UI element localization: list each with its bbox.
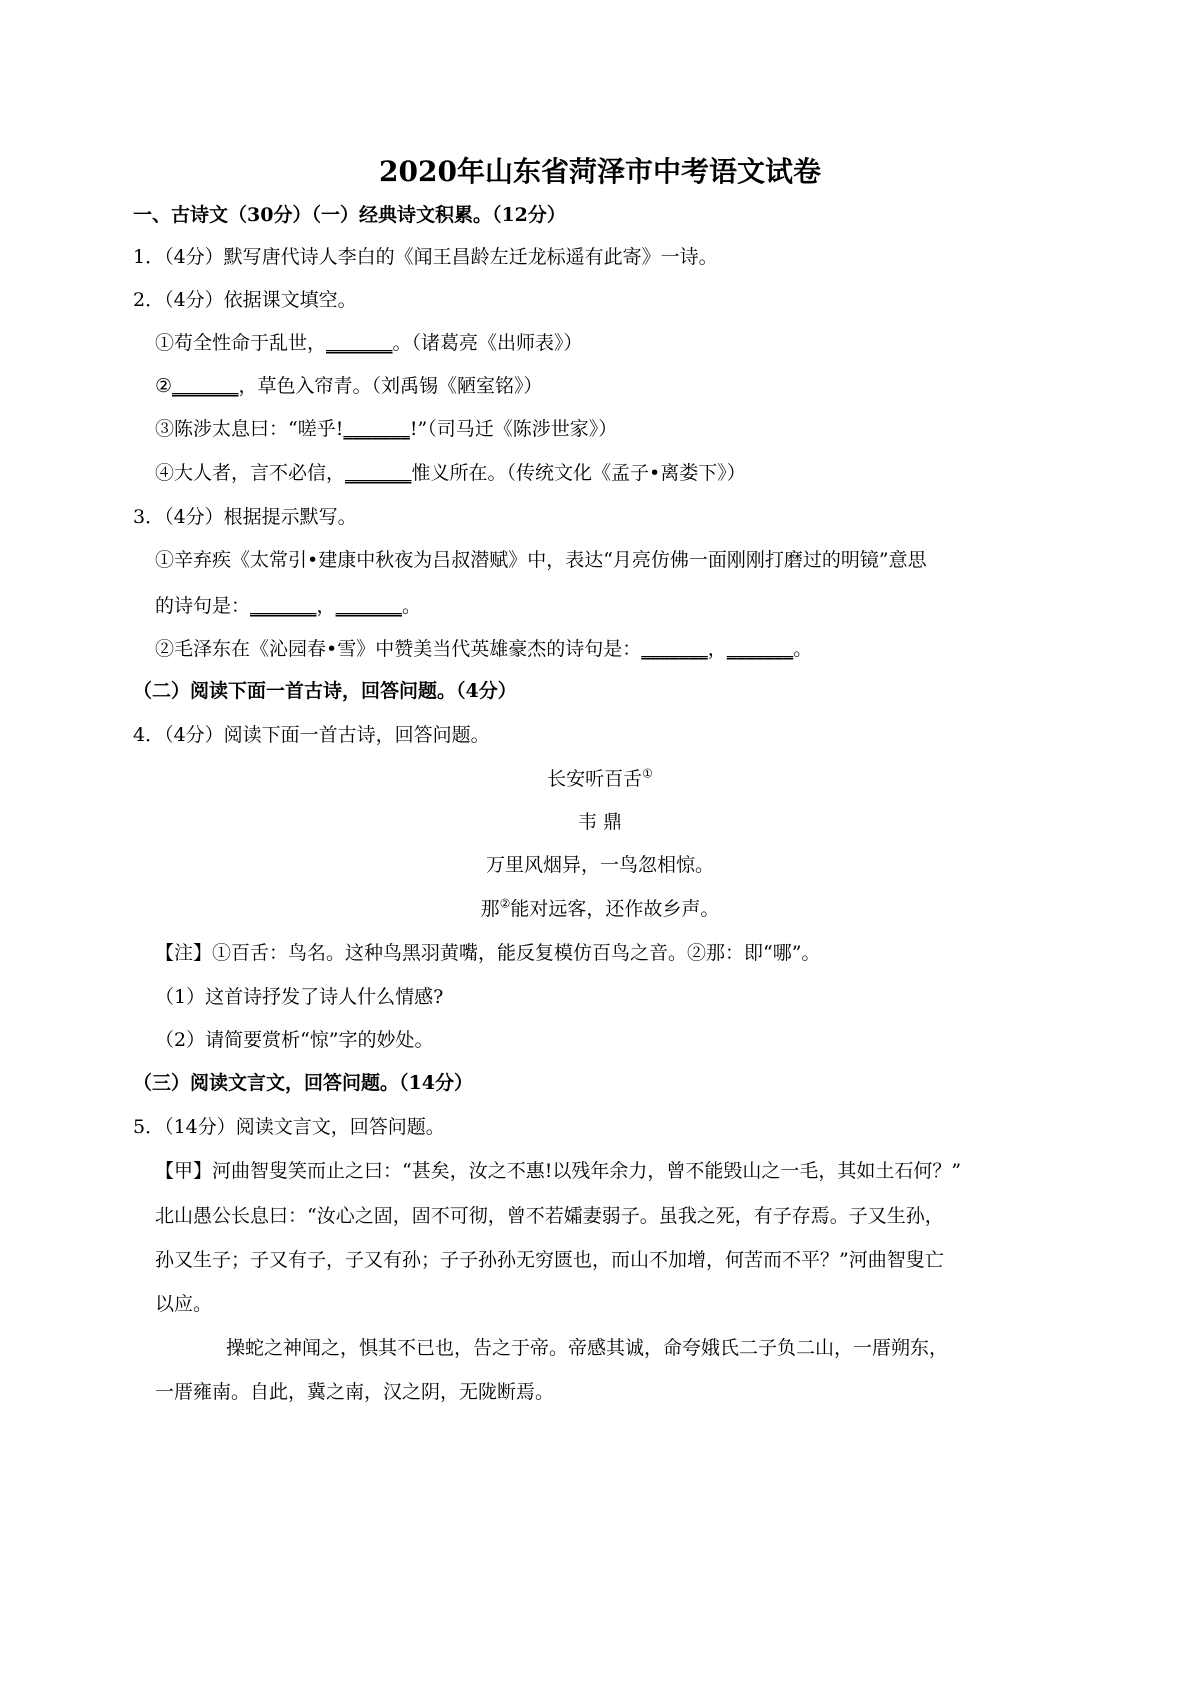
question-3-item-1-cont: 的诗句是：_______，_______。 xyxy=(155,595,422,617)
footnote-marker: ① xyxy=(642,766,653,781)
question-2-item-2: ②_______，草色入帘青。（刘禹锡《陋室铭》） xyxy=(155,375,543,397)
question-5: 5．（14分）阅读文言文，回答问题。 xyxy=(133,1116,445,1138)
question-4: 4．（4分）阅读下面一首古诗，回答问题。 xyxy=(133,724,490,746)
passage-line-1: 【甲】河曲智叟笑而止之曰：“甚矣，汝之不惠!以残年余力，曾不能毁山之一毛，其如土石何？” xyxy=(155,1160,962,1182)
passage-line-6: 一厝雍南。自此，冀之南，汉之阴，无陇断焉。 xyxy=(155,1381,555,1403)
answer-blank[interactable]: _______ xyxy=(326,332,393,354)
answer-blank[interactable]: _______ xyxy=(726,638,794,660)
section-2-header: （二）阅读下面一首古诗，回答问题。（4分） xyxy=(133,680,517,702)
passage-line-2: 北山愚公长息曰：“汝心之固，固不可彻，曾不若孀妻弱子。虽我之死，有子存焉。子又生孙， xyxy=(155,1205,944,1227)
passage-line-3: 孙又生子；子又有子，子又有孙；子子孙孙无穷匮也，而山不加增，何苦而不平？”河曲智叟亡 xyxy=(155,1249,944,1271)
question-2-item-4: ④大人者，言不必信，_______惟义所在。（传统文化《孟子•离娄下》） xyxy=(155,462,746,484)
answer-blank[interactable]: _______ xyxy=(641,638,708,660)
poem-note: 【注】①百舌：鸟名。这种鸟黑羽黄嘴，能反复模仿百鸟之音。②那：即“哪”。 xyxy=(155,942,821,964)
question-4-sub-2: （2）请简要赏析“惊”字的妙处。 xyxy=(155,1029,434,1051)
answer-blank[interactable]: _______ xyxy=(335,595,403,617)
answer-blank[interactable]: _______ xyxy=(343,418,410,440)
question-2-item-1: ①苟全性命于乱世，_______。（诸葛亮《出师表》） xyxy=(155,332,583,354)
poem-line-1: 万里风烟异，一鸟忽相惊。 xyxy=(485,854,714,876)
passage-line-4: 以应。 xyxy=(155,1293,213,1315)
question-4-sub-1: （1）这首诗抒发了诗人什么情感? xyxy=(155,986,444,1008)
page-title: 2020年山东省菏泽市中考语文试卷 xyxy=(379,155,821,188)
question-3: 3．（4分）根据提示默写。 xyxy=(133,506,357,528)
question-1: 1．（4分）默写唐代诗人李白的《闻王昌龄左迁龙标遥有此寄》一诗。 xyxy=(133,246,718,268)
question-2-item-3: ③陈涉太息曰：“嗟乎!_______!”（司马迁《陈涉世家》） xyxy=(155,418,618,440)
question-2: 2．（4分）依据课文填空。 xyxy=(133,289,357,311)
question-3-item-1: ①辛弃疾《太常引•建康中秋夜为吕叔潜赋》中，表达“月亮仿佛一面刚刚打磨过的明镜”意思 xyxy=(155,549,927,571)
section-1-header: 一、古诗文（30分）（一）经典诗文积累。（12分） xyxy=(133,204,566,226)
poem-author: 韦 鼎 xyxy=(577,811,623,833)
section-3-header: （三）阅读文言文，回答问题。（14分） xyxy=(133,1072,473,1094)
answer-blank[interactable]: _______ xyxy=(172,375,239,397)
answer-blank[interactable]: _______ xyxy=(250,595,317,617)
footnote-marker: ② xyxy=(499,896,511,911)
poem-title: 长安听百舌① xyxy=(547,766,653,790)
answer-blank[interactable]: _______ xyxy=(345,462,412,484)
passage-line-5: 操蛇之神闻之，惧其不已也，告之于帝。帝感其诚，命夸娥氏二子负二山，一厝朔东， xyxy=(226,1337,949,1359)
poem-line-2: 那②能对远客，还作故乡声。 xyxy=(480,896,720,920)
question-3-item-2: ②毛泽东在《沁园春•雪》中赞美当代英雄豪杰的诗句是：_______，_______。 xyxy=(155,638,813,660)
